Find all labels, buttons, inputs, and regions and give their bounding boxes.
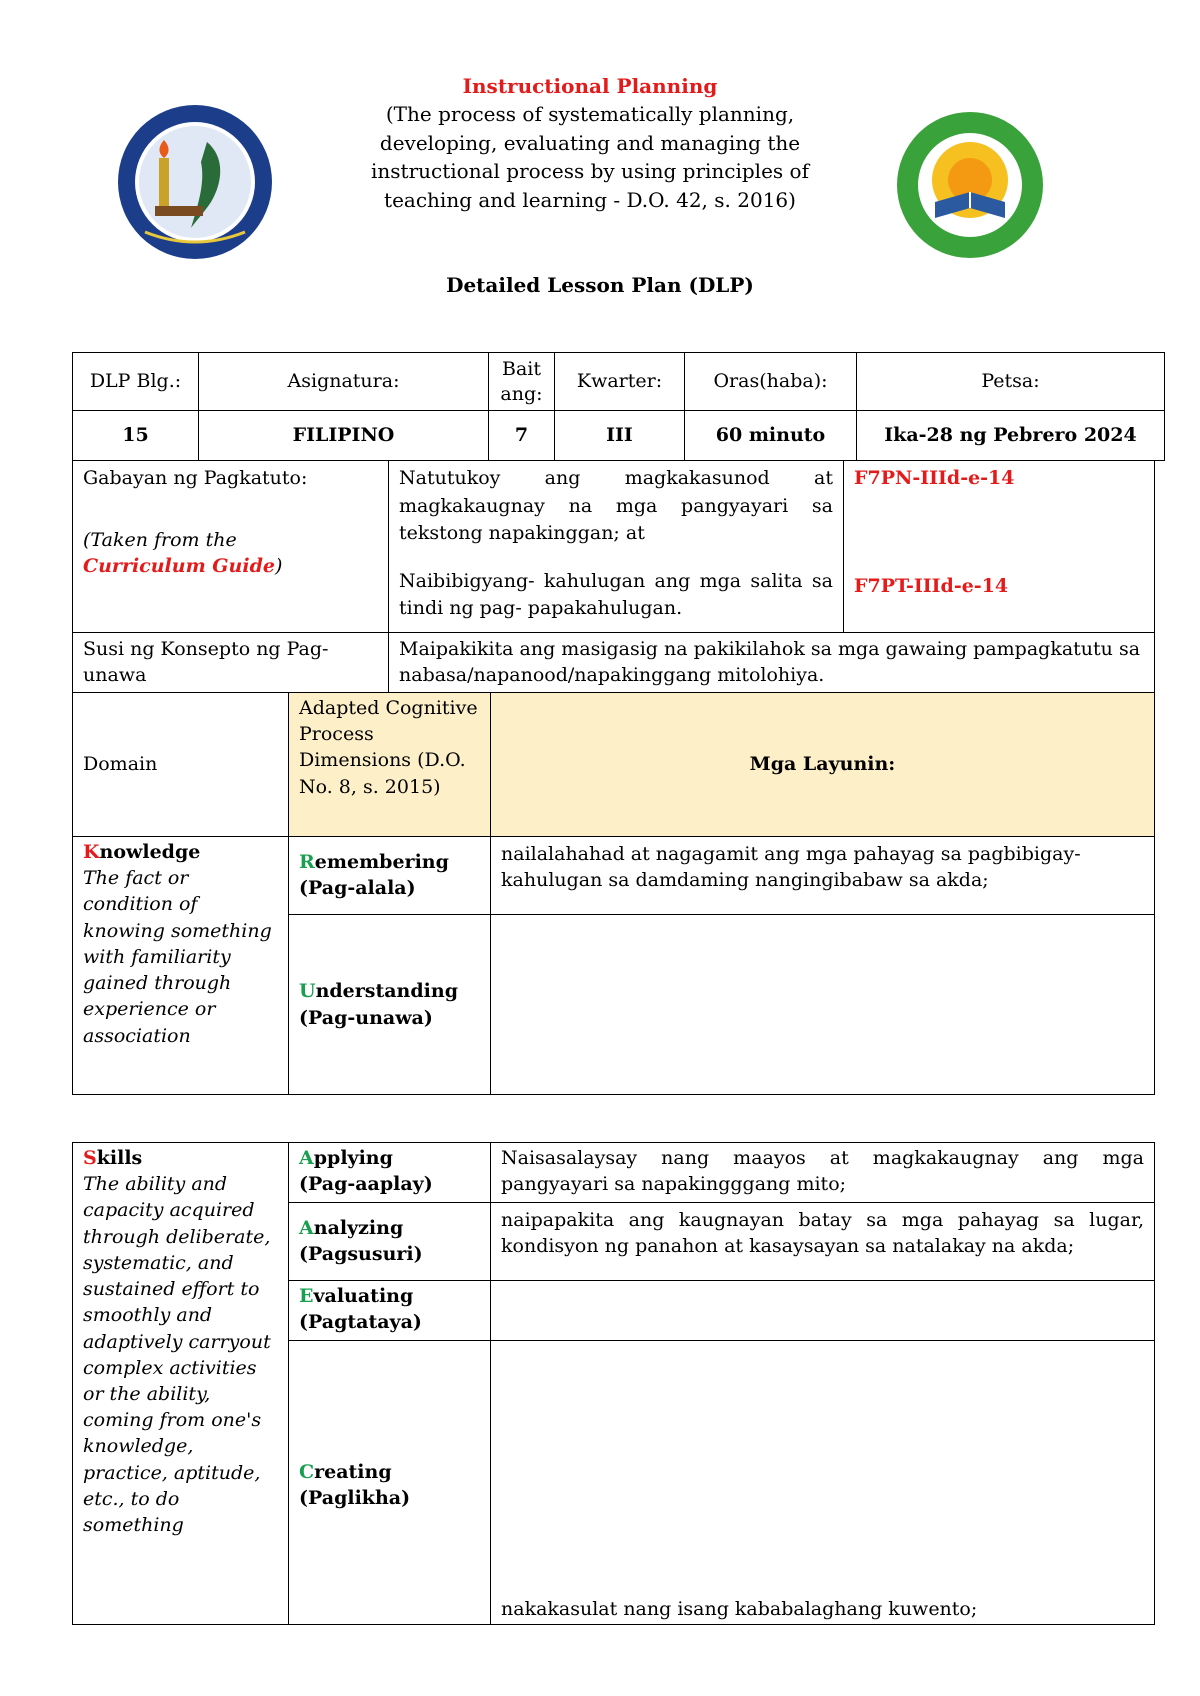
document-title: Detailed Lesson Plan (DLP) [446, 273, 754, 297]
remembering-title [299, 849, 480, 875]
analyzing-title [299, 1215, 480, 1241]
evaluating-sub: (Pagtataya) [299, 1311, 422, 1334]
remembering-cell [289, 837, 491, 915]
applying-title [299, 1145, 480, 1171]
gabayan-row [73, 461, 1155, 633]
dimensions-header: Adapted Cognitive Process Dimensions (D.O. No. 8, s. 2015) [289, 693, 491, 837]
gabayan-label: Gabayan ng Pagkatuto: [83, 467, 308, 489]
value-oras: 60 minuto [685, 411, 857, 461]
evaluating-initial: E [299, 1285, 314, 1307]
header-petsa: Petsa: [857, 353, 1165, 411]
understanding-cell [289, 915, 491, 1095]
creating-sub: (Paglikha) [299, 1487, 411, 1510]
curriculum-guide-line [83, 553, 378, 579]
creating-initial: C [299, 1461, 315, 1483]
competency-cell [389, 461, 844, 633]
header-line-1: (The process of systematically planning, [385, 102, 795, 127]
header-baitang: Bait ang: [489, 353, 555, 411]
understanding-rest: nderstanding [315, 980, 458, 1003]
value-kwarter: III [555, 411, 685, 461]
knowledge-initial: K [83, 841, 100, 863]
skills-domain-cell [73, 1143, 289, 1625]
susi-row [73, 633, 1155, 693]
analyzing-cell [289, 1203, 491, 1281]
info-value-row [73, 411, 1165, 461]
understanding-title [299, 978, 480, 1004]
susi-text: Maipakikita ang masigasig na pakikilahok sa mga gawaing pampagkatutu sa nabasa/napanood/napakinggang mitolohiya. [389, 633, 1155, 693]
analyzing-rest: nalyzing [313, 1217, 404, 1239]
knowledge-description: The fact or condition of knowing something with familiarity gained through experience or association [83, 867, 272, 1047]
evaluating-objective [491, 1281, 1155, 1341]
skills-title [83, 1145, 278, 1171]
header-title: Instructional Planning [462, 74, 718, 98]
taken-prefix: (Taken from the [83, 529, 237, 552]
skills-table [72, 1142, 1155, 1625]
curriculum-guide: Curriculum Guide [83, 555, 275, 578]
knowledge-title [83, 839, 278, 865]
header-line-2: developing, evaluating and managing the [379, 130, 801, 155]
remembering-row [73, 837, 1155, 915]
analyzing-sub: (Pagsusuri) [299, 1243, 423, 1266]
skills-description: The ability and capacity acquired through deliberate, systematic, and sustained effort to smoothly and adaptively carryout complex activities or the ability, coming from one's knowledge, practice, aptitude, etc., to do something [83, 1173, 271, 1537]
info-header-row [73, 353, 1165, 411]
header-block [310, 72, 870, 214]
gabayan-table [72, 460, 1155, 693]
header-line-3: instructional process by using principles of [371, 159, 809, 184]
evaluating-title [299, 1283, 480, 1309]
remembering-objective: nailalahahad at nagagamit ang mga pahayag sa pagbibigay-kahulugan sa damdaming nangingibabaw sa akda; [491, 837, 1155, 915]
understanding-sub: (Pag-unawa) [299, 1006, 433, 1029]
competency-1: Natutukoy ang magkakasunod at magkakaugnay na mga pangyayari sa tekstong napakinggan; at [399, 467, 833, 545]
remembering-rest: emembering [314, 851, 449, 873]
code-2: F7PT-IIId-e-14 [854, 575, 1009, 598]
creating-title [299, 1459, 480, 1485]
header-oras: Oras(haba): [685, 353, 857, 411]
applying-sub: (Pag-aaplay) [299, 1173, 433, 1196]
susi-label: Susi ng Konsepto ng Pag-unawa [73, 633, 389, 693]
division-seal-logo [115, 102, 275, 262]
value-petsa: Ika-28 ng Pebrero 2024 [857, 411, 1165, 461]
understanding-initial: U [299, 980, 316, 1003]
analyzing-objective: naipapakita ang kaugnayan batay sa mga pahayag sa lugar, kondisyon ng panahon at kasaysayan sa natalakay na akda; [491, 1203, 1155, 1281]
applying-objective: Naisasalaysay nang maayos at magkakaugnay ang mga pangyayari sa napakingggang mito; [491, 1143, 1155, 1203]
domain-header: Domain [73, 693, 289, 837]
info-table [72, 352, 1165, 461]
domain-header-row [73, 693, 1155, 837]
knowledge-rest: nowledge [99, 841, 201, 863]
creating-objective: nakakasulat nang isang kababalaghang kuwento; [491, 1341, 1155, 1625]
knowledge-table [72, 692, 1155, 1095]
value-asignatura: FILIPINO [199, 411, 489, 461]
code-1: F7PN-IIId-e-14 [854, 467, 1015, 489]
code-cell [844, 461, 1155, 633]
seal-icon [895, 110, 1045, 260]
understanding-objective [491, 915, 1155, 1095]
header-dlp-blg: DLP Blg.: [73, 353, 199, 411]
gabayan-label-cell [73, 461, 389, 633]
layunin-header: Mga Layunin: [491, 693, 1155, 837]
remembering-initial: R [299, 851, 315, 873]
evaluating-cell [289, 1281, 491, 1341]
value-dlp-blg: 15 [73, 411, 199, 461]
applying-row [73, 1143, 1155, 1203]
competency-2: Naibibigyang- kahulugan ang mga salita sa tindi ng pag- papakahulugan. [399, 569, 833, 620]
seal-icon [115, 102, 275, 262]
taken-from-line [83, 527, 378, 553]
analyzing-initial: A [299, 1217, 314, 1239]
header-asignatura: Asignatura: [199, 353, 489, 411]
knowledge-domain-cell [73, 837, 289, 1095]
evaluating-rest: valuating [313, 1285, 414, 1307]
applying-rest: pplying [313, 1147, 393, 1169]
applying-cell [289, 1143, 491, 1203]
creating-cell [289, 1341, 491, 1625]
remembering-sub: (Pag-alala) [299, 877, 416, 900]
header-line-4: teaching and learning - D.O. 42, s. 2016) [384, 187, 796, 212]
school-seal-logo [895, 110, 1045, 260]
skills-rest: kills [96, 1147, 143, 1169]
creating-rest: reating [314, 1461, 392, 1483]
value-baitang: 7 [489, 411, 555, 461]
applying-initial: A [299, 1147, 314, 1169]
skills-initial: S [83, 1147, 97, 1169]
header-kwarter: Kwarter: [555, 353, 685, 411]
taken-suffix: ) [274, 555, 283, 578]
